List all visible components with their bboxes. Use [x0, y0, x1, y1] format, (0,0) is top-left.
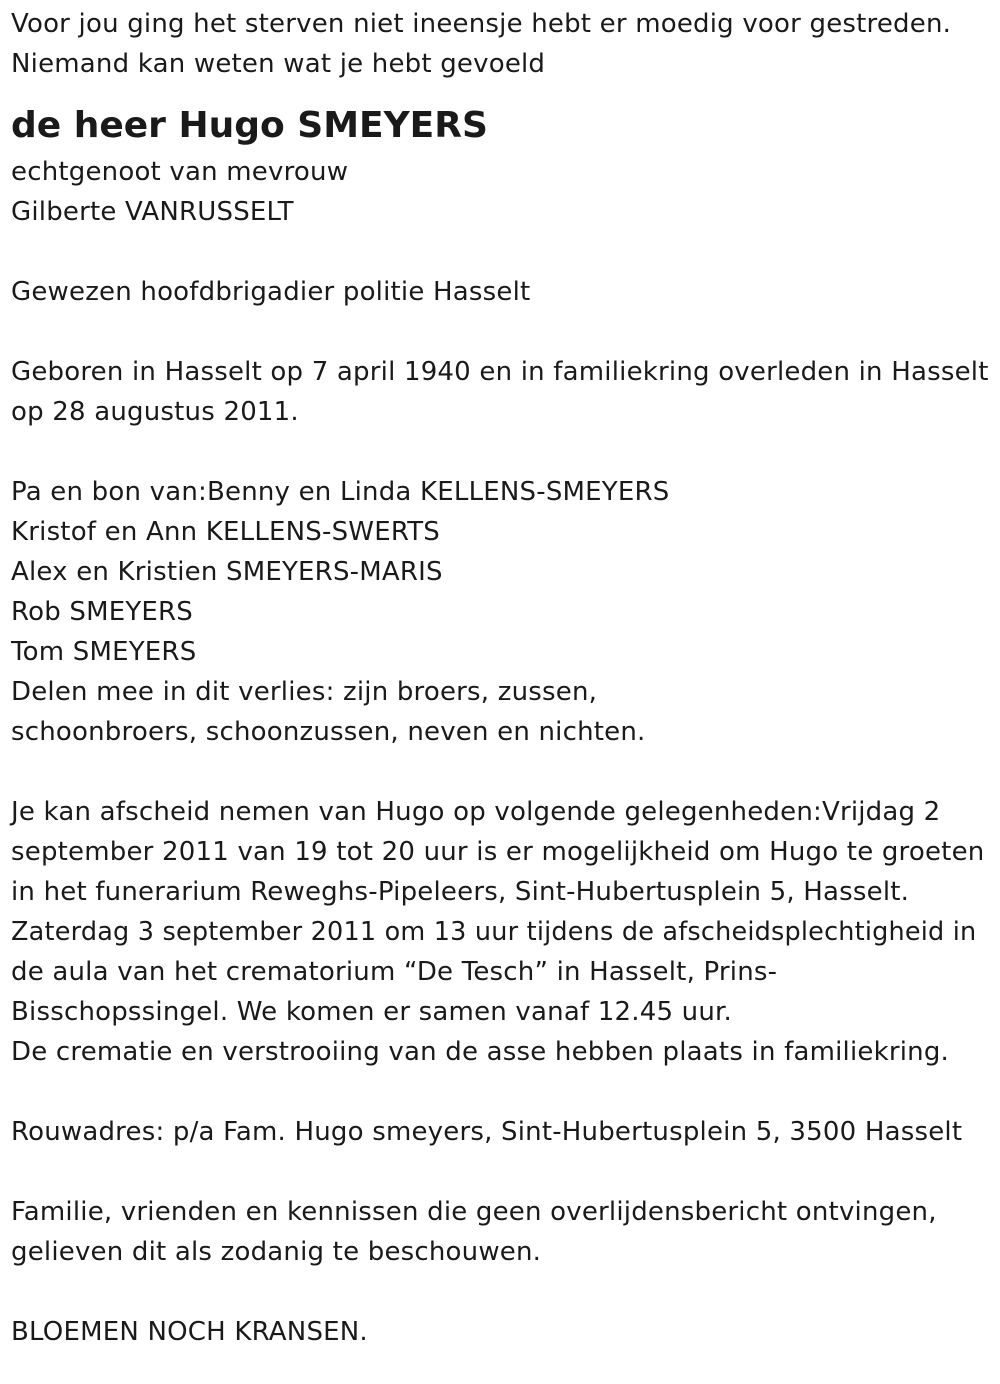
- ceremony-line: de aula van het crematorium “De Tesch” in Hasselt, Prins-: [11, 957, 778, 987]
- family-line: Delen mee in dit verlies: zijn broers, zussen,: [11, 677, 598, 707]
- epigraph: [11, 4, 990, 84]
- spouse-line: Gilberte VANRUSSELT: [11, 197, 294, 227]
- ceremony-line: De crematie en verstrooiing van de asse hebben plaats in familiekring.: [11, 1037, 950, 1067]
- ceremony-line: in het funerarium Reweghs-Pipeleers, Sint-Hubertusplein 5, Hasselt.: [11, 877, 910, 907]
- family-line: Alex en Kristien SMEYERS-MARIS: [11, 557, 443, 587]
- birth-death-info: [11, 352, 990, 432]
- family-line: Kristof en Ann KELLENS-SWERTS: [11, 517, 440, 547]
- spouse-info: [11, 152, 990, 232]
- ceremony-line: Zaterdag 3 september 2011 om 13 uur tijdens de afscheidsplechtigheid in: [11, 917, 977, 947]
- spacer: [11, 1152, 990, 1192]
- birth-death-line: Geboren in Hasselt op 7 april 1940 en in familiekring overleden in Hasselt: [11, 357, 989, 387]
- ceremony-line: Bisschopssingel. We komen er samen vanaf 12.45 uur.: [11, 997, 732, 1027]
- notice-line: gelieven dit als zodanig te beschouwen.: [11, 1237, 542, 1267]
- spacer: [11, 1272, 990, 1312]
- spacer: [11, 1072, 990, 1112]
- notice: [11, 1192, 990, 1272]
- family-line: Pa en bon van:Benny en Linda KELLENS-SMEYERS: [11, 477, 670, 507]
- spacer: [11, 752, 990, 792]
- family-line: Rob SMEYERS: [11, 597, 194, 627]
- ceremony-info: [11, 792, 990, 1072]
- ceremony-line: Je kan afscheid nemen van Hugo op volgende gelegenheden:Vrijdag 2: [11, 797, 941, 827]
- notice-line: Familie, vrienden en kennissen die geen overlijdensbericht ontvingen,: [11, 1197, 937, 1227]
- family-list: [11, 472, 990, 752]
- spacer: [11, 312, 990, 352]
- closing-line: BLOEMEN NOCH KRANSEN.: [11, 1317, 368, 1347]
- spouse-line: echtgenoot van mevrouw: [11, 157, 349, 187]
- spacer: [11, 232, 990, 272]
- family-line: Tom SMEYERS: [11, 637, 197, 667]
- ceremony-line: september 2011 van 19 tot 20 uur is er mogelijkheid om Hugo te groeten: [11, 837, 985, 867]
- epigraph-line: Niemand kan weten wat je hebt gevoeld: [11, 49, 546, 79]
- birth-death-line: op 28 augustus 2011.: [11, 397, 299, 427]
- mourning-address: Rouwadres: p/a Fam. Hugo smeyers, Sint-Hubertusplein 5, 3500 Hasselt: [11, 1117, 963, 1147]
- occupation: Gewezen hoofdbrigadier politie Hasselt: [11, 277, 531, 307]
- spacer: [11, 432, 990, 472]
- epigraph-line: Voor jou ging het sterven niet ineensje hebt er moedig voor gestreden.: [11, 9, 952, 39]
- deceased-name: de heer Hugo SMEYERS: [11, 105, 488, 146]
- family-line: schoonbroers, schoonzussen, neven en nichten.: [11, 717, 646, 747]
